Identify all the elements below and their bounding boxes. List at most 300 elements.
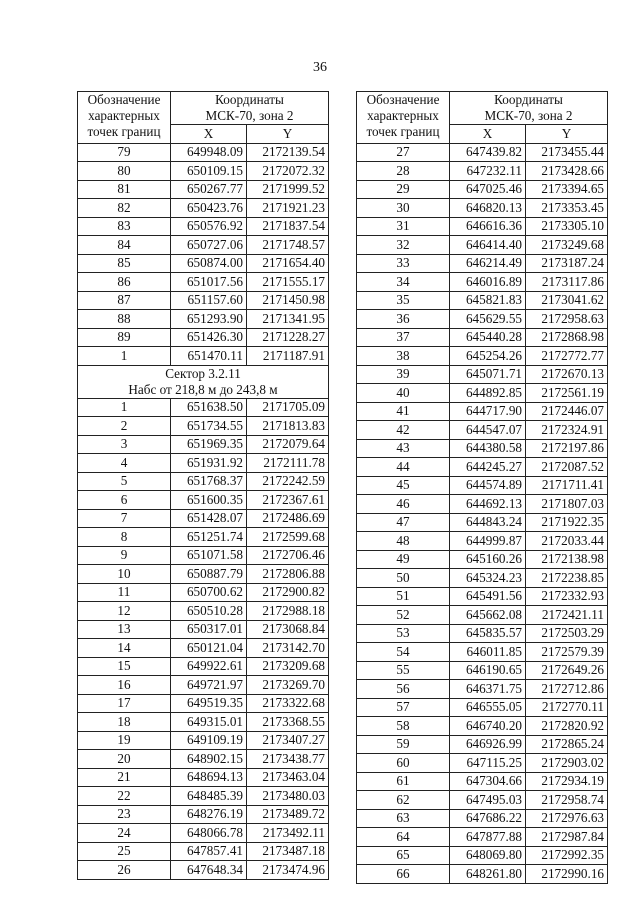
x-coordinate-cell: 649948.09 [171,143,247,162]
x-coordinate-cell: 649519.35 [171,694,247,713]
y-coordinate-cell: 2171748.57 [247,236,329,255]
x-coordinate-cell: 650423.76 [171,199,247,218]
y-coordinate-cell: 2173353.45 [526,199,608,218]
point-number-cell: 66 [357,865,450,884]
point-number-cell: 3 [78,435,171,454]
table-row [78,454,329,473]
point-number-cell: 1 [78,347,171,366]
point-number-cell: 7 [78,509,171,528]
y-coordinate-cell: 2171813.83 [247,417,329,436]
table-row [78,180,329,199]
coordinates-header [171,92,329,125]
y-coordinate-cell: 2171555.17 [247,273,329,292]
left-rows-after-sector [78,398,329,879]
y-coordinate-cell: 2173407.27 [247,731,329,750]
x-coordinate-cell: 650887.79 [171,565,247,584]
point-number-cell: 9 [78,546,171,565]
point-number-cell: 26 [78,861,171,880]
x-coordinate-cell: 651734.55 [171,417,247,436]
table-row [78,694,329,713]
y-coordinate-cell: 2172503.29 [526,624,608,643]
point-header-line: характерных [88,108,160,123]
x-coordinate-cell: 648276.19 [171,805,247,824]
point-number-cell: 46 [357,495,450,514]
y-coordinate-cell: 2172712.86 [526,680,608,699]
x-coordinate-cell: 649922.61 [171,657,247,676]
table-row [357,143,608,162]
y-coordinate-cell: 2172806.88 [247,565,329,584]
y-coordinate-cell: 2172670.13 [526,365,608,384]
x-coordinate-cell: 650317.01 [171,620,247,639]
y-coordinate-cell: 2172988.18 [247,602,329,621]
x-coordinate-cell: 644574.89 [450,476,526,495]
y-coordinate-cell: 2172579.39 [526,643,608,662]
point-number-cell: 16 [78,676,171,695]
table-row [357,291,608,310]
x-coordinate-cell: 650267.77 [171,180,247,199]
table-row [357,328,608,347]
table-row [357,624,608,643]
x-coordinate-cell: 651293.90 [171,310,247,329]
point-number-cell: 80 [78,162,171,181]
y-coordinate-cell: 2172111.78 [247,454,329,473]
table-row [357,772,608,791]
point-number-cell: 13 [78,620,171,639]
page-number: 36 [313,60,327,75]
point-header-line: точек границ [87,124,161,139]
coordinates-header-line: Координаты [215,92,284,107]
y-coordinate-cell: 2173249.68 [526,236,608,255]
table-row [78,162,329,181]
table-row [357,421,608,440]
point-header-line: точек границ [366,124,440,139]
x-coordinate-cell: 646190.65 [450,661,526,680]
sector-caption [78,365,329,398]
table-row [78,509,329,528]
point-number-cell: 83 [78,217,171,236]
coordinates-header-line: МСК-70, зона 2 [484,108,573,123]
x-coordinate-cell: 651071.58 [171,546,247,565]
table-row [78,291,329,310]
x-coordinate-cell: 646414.40 [450,236,526,255]
y-coordinate-cell: 2172079.64 [247,435,329,454]
point-number-cell: 6 [78,491,171,510]
point-number-cell: 21 [78,768,171,787]
point-number-cell: 57 [357,698,450,717]
x-coordinate-cell: 646926.99 [450,735,526,754]
y-coordinate-cell: 2173142.70 [247,639,329,658]
point-number-cell: 58 [357,717,450,736]
y-coordinate-cell: 2171341.95 [247,310,329,329]
x-coordinate-cell: 644892.85 [450,384,526,403]
x-coordinate-cell: 647439.82 [450,143,526,162]
x-coordinate-cell: 647877.88 [450,828,526,847]
table-row [357,273,608,292]
table-row [78,620,329,639]
table-row [78,328,329,347]
table-row [357,458,608,477]
left-rows-before-sector [78,143,329,365]
x-coordinate-cell: 645324.23 [450,569,526,588]
table-row [78,217,329,236]
y-coordinate-cell: 2172868.98 [526,328,608,347]
y-coordinate-cell: 2172367.61 [247,491,329,510]
x-coordinate-cell: 645491.56 [450,587,526,606]
y-coordinate-cell: 2173455.44 [526,143,608,162]
point-number-cell: 4 [78,454,171,473]
point-number-cell: 51 [357,587,450,606]
point-number-cell: 38 [357,347,450,366]
table-row [357,846,608,865]
point-number-cell: 63 [357,809,450,828]
y-coordinate-cell: 2172197.86 [526,439,608,458]
table-row [357,661,608,680]
x-coordinate-cell: 644692.13 [450,495,526,514]
sector-height-range: Набс от 218,8 м до 243,8 м [128,381,278,397]
point-number-cell: 40 [357,384,450,403]
x-coordinate-cell: 651969.35 [171,435,247,454]
x-header: X [450,125,526,144]
table-row [78,347,329,366]
table-row [78,398,329,417]
point-number-cell: 8 [78,528,171,547]
coordinates-header-line: Координаты [494,92,563,107]
point-number-cell: 45 [357,476,450,495]
point-number-cell: 19 [78,731,171,750]
point-number-cell: 1 [78,398,171,417]
table-row [357,828,608,847]
table-row [357,162,608,181]
table-row [357,495,608,514]
x-coordinate-cell: 645835.57 [450,624,526,643]
point-number-cell: 18 [78,713,171,732]
y-coordinate-cell: 2173322.68 [247,694,329,713]
x-coordinate-cell: 650109.15 [171,162,247,181]
x-coordinate-cell: 651428.07 [171,509,247,528]
y-header: Y [247,125,329,144]
y-coordinate-cell: 2173394.65 [526,180,608,199]
table-row [357,365,608,384]
point-number-cell: 22 [78,787,171,806]
table-row [357,384,608,403]
sector-title: Сектор 3.2.11 [165,365,241,381]
y-coordinate-cell: 2171187.91 [247,347,329,366]
point-number-cell: 50 [357,569,450,588]
x-coordinate-cell: 648066.78 [171,824,247,843]
y-coordinate-cell: 2173428.66 [526,162,608,181]
x-coordinate-cell: 644245.27 [450,458,526,477]
table-row [78,546,329,565]
x-coordinate-cell: 644380.58 [450,439,526,458]
x-coordinate-cell: 649721.97 [171,676,247,695]
y-coordinate-cell: 2171922.35 [526,513,608,532]
coordinates-header [450,92,608,125]
x-coordinate-cell: 651638.50 [171,398,247,417]
point-number-cell: 41 [357,402,450,421]
y-coordinate-cell: 2172820.92 [526,717,608,736]
y-coordinate-cell: 2173368.55 [247,713,329,732]
point-number-cell: 59 [357,735,450,754]
x-coordinate-cell: 645071.71 [450,365,526,384]
point-number-cell: 49 [357,550,450,569]
x-coordinate-cell: 648694.13 [171,768,247,787]
y-coordinate-cell: 2172976.63 [526,809,608,828]
table-row [78,824,329,843]
table-row [78,768,329,787]
point-number-cell: 31 [357,217,450,236]
y-coordinate-cell: 2173463.04 [247,768,329,787]
x-coordinate-cell: 650727.06 [171,236,247,255]
x-coordinate-cell: 650700.62 [171,583,247,602]
y-coordinate-cell: 2171711.41 [526,476,608,495]
table-row [78,199,329,218]
point-number-cell: 30 [357,199,450,218]
point-number-cell: 15 [78,657,171,676]
table-row [78,676,329,695]
y-coordinate-cell: 2172138.98 [526,550,608,569]
y-coordinate-cell: 2173489.72 [247,805,329,824]
table-row [357,532,608,551]
table-row [78,143,329,162]
x-coordinate-cell: 647495.03 [450,791,526,810]
point-number-cell: 20 [78,750,171,769]
point-number-cell: 85 [78,254,171,273]
y-coordinate-cell: 2172242.59 [247,472,329,491]
x-coordinate-cell: 645160.26 [450,550,526,569]
y-coordinate-cell: 2172770.11 [526,698,608,717]
y-coordinate-cell: 2172421.11 [526,606,608,625]
table-row [357,809,608,828]
point-number-cell: 11 [78,583,171,602]
point-number-cell: 62 [357,791,450,810]
x-header: X [171,125,247,144]
table-row [78,750,329,769]
table-row [357,587,608,606]
table-row [357,402,608,421]
point-header-line: Обозначение [87,92,161,107]
point-number-cell: 82 [78,199,171,218]
y-header: Y [526,125,608,144]
y-coordinate-cell: 2173041.62 [526,291,608,310]
point-number-cell: 81 [78,180,171,199]
y-coordinate-cell: 2171921.23 [247,199,329,218]
y-coordinate-cell: 2172087.52 [526,458,608,477]
table-row [78,472,329,491]
point-number-cell: 88 [78,310,171,329]
table-row [78,273,329,292]
y-coordinate-cell: 2173068.84 [247,620,329,639]
y-coordinate-cell: 2172486.69 [247,509,329,528]
table-row [357,717,608,736]
table-row [78,528,329,547]
x-coordinate-cell: 651931.92 [171,454,247,473]
x-coordinate-cell: 648261.80 [450,865,526,884]
x-coordinate-cell: 649315.01 [171,713,247,732]
y-coordinate-cell: 2172238.85 [526,569,608,588]
x-coordinate-cell: 647857.41 [171,842,247,861]
point-number-cell: 32 [357,236,450,255]
point-number-cell: 14 [78,639,171,658]
x-coordinate-cell: 644547.07 [450,421,526,440]
x-coordinate-cell: 645254.26 [450,347,526,366]
y-coordinate-cell: 2172900.82 [247,583,329,602]
y-coordinate-cell: 2172324.91 [526,421,608,440]
point-number-cell: 5 [78,472,171,491]
table-row [357,513,608,532]
point-number-cell: 87 [78,291,171,310]
x-coordinate-cell: 646016.89 [450,273,526,292]
y-coordinate-cell: 2172958.74 [526,791,608,810]
x-coordinate-cell: 651251.74 [171,528,247,547]
y-coordinate-cell: 2173187.24 [526,254,608,273]
x-coordinate-cell: 646820.13 [450,199,526,218]
y-coordinate-cell: 2173474.96 [247,861,329,880]
point-number-cell: 24 [78,824,171,843]
x-coordinate-cell: 649109.19 [171,731,247,750]
point-number-cell: 60 [357,754,450,773]
x-coordinate-cell: 646011.85 [450,643,526,662]
point-number-cell: 25 [78,842,171,861]
x-coordinate-cell: 646616.36 [450,217,526,236]
y-coordinate-cell: 2173492.11 [247,824,329,843]
point-number-cell: 86 [78,273,171,292]
y-coordinate-cell: 2172072.32 [247,162,329,181]
y-coordinate-cell: 2172332.93 [526,587,608,606]
point-number-cell: 64 [357,828,450,847]
table-row [78,639,329,658]
y-coordinate-cell: 2171705.09 [247,398,329,417]
table-row [78,787,329,806]
point-header [78,92,171,144]
table-row [357,754,608,773]
point-number-cell: 56 [357,680,450,699]
table-row [357,236,608,255]
y-coordinate-cell: 2172706.46 [247,546,329,565]
table-row [357,680,608,699]
y-coordinate-cell: 2172990.16 [526,865,608,884]
point-number-cell: 10 [78,565,171,584]
point-number-cell: 39 [357,365,450,384]
point-number-cell: 79 [78,143,171,162]
table-row [357,606,608,625]
table-row [78,310,329,329]
point-number-cell: 35 [357,291,450,310]
table-row [357,569,608,588]
x-coordinate-cell: 648485.39 [171,787,247,806]
x-coordinate-cell: 645629.55 [450,310,526,329]
x-coordinate-cell: 646214.49 [450,254,526,273]
x-coordinate-cell: 645440.28 [450,328,526,347]
point-number-cell: 17 [78,694,171,713]
table-row [357,476,608,495]
x-coordinate-cell: 647686.22 [450,809,526,828]
table-row [357,347,608,366]
y-coordinate-cell: 2173269.70 [247,676,329,695]
table-row [78,583,329,602]
x-coordinate-cell: 646740.20 [450,717,526,736]
y-coordinate-cell: 2172958.63 [526,310,608,329]
y-coordinate-cell: 2172446.07 [526,402,608,421]
x-coordinate-cell: 651017.56 [171,273,247,292]
coordinates-table-right [356,91,608,884]
y-coordinate-cell: 2171807.03 [526,495,608,514]
y-coordinate-cell: 2171450.98 [247,291,329,310]
point-number-cell: 89 [78,328,171,347]
table-row [78,842,329,861]
point-header-line: характерных [367,108,439,123]
point-number-cell: 34 [357,273,450,292]
table-row [78,861,329,880]
y-coordinate-cell: 2171228.27 [247,328,329,347]
table-row [357,865,608,884]
point-number-cell: 65 [357,846,450,865]
table-row [78,602,329,621]
point-number-cell: 52 [357,606,450,625]
y-coordinate-cell: 2173487.18 [247,842,329,861]
point-number-cell: 61 [357,772,450,791]
table-row [357,199,608,218]
coordinates-header-line: МСК-70, зона 2 [205,108,294,123]
table-row [357,643,608,662]
point-number-cell: 29 [357,180,450,199]
x-coordinate-cell: 650510.28 [171,602,247,621]
y-coordinate-cell: 2172865.24 [526,735,608,754]
y-coordinate-cell: 2173117.86 [526,273,608,292]
y-coordinate-cell: 2173305.10 [526,217,608,236]
point-number-cell: 27 [357,143,450,162]
table-row [78,417,329,436]
point-header [357,92,450,144]
y-coordinate-cell: 2173209.68 [247,657,329,676]
x-coordinate-cell: 648069.80 [450,846,526,865]
x-coordinate-cell: 646371.75 [450,680,526,699]
x-coordinate-cell: 645662.08 [450,606,526,625]
x-coordinate-cell: 650874.00 [171,254,247,273]
x-coordinate-cell: 647115.25 [450,754,526,773]
x-coordinate-cell: 644999.87 [450,532,526,551]
y-coordinate-cell: 2172649.26 [526,661,608,680]
point-number-cell: 37 [357,328,450,347]
y-coordinate-cell: 2172139.54 [247,143,329,162]
sector-section [78,365,329,398]
point-number-cell: 12 [78,602,171,621]
point-number-cell: 84 [78,236,171,255]
table-row [78,805,329,824]
y-coordinate-cell: 2171999.52 [247,180,329,199]
x-coordinate-cell: 645821.83 [450,291,526,310]
table-row [78,491,329,510]
table-row [357,217,608,236]
table-row [357,310,608,329]
x-coordinate-cell: 647025.46 [450,180,526,199]
y-coordinate-cell: 2173480.03 [247,787,329,806]
y-coordinate-cell: 2172599.68 [247,528,329,547]
y-coordinate-cell: 2172772.77 [526,347,608,366]
point-number-cell: 2 [78,417,171,436]
table-row [357,254,608,273]
y-coordinate-cell: 2172033.44 [526,532,608,551]
x-coordinate-cell: 647648.34 [171,861,247,880]
x-coordinate-cell: 651470.11 [171,347,247,366]
x-coordinate-cell: 650121.04 [171,639,247,658]
y-coordinate-cell: 2171654.40 [247,254,329,273]
x-coordinate-cell: 648902.15 [171,750,247,769]
x-coordinate-cell: 651600.35 [171,491,247,510]
table-row [357,735,608,754]
y-coordinate-cell: 2172561.19 [526,384,608,403]
table-row [78,731,329,750]
table-row [78,713,329,732]
